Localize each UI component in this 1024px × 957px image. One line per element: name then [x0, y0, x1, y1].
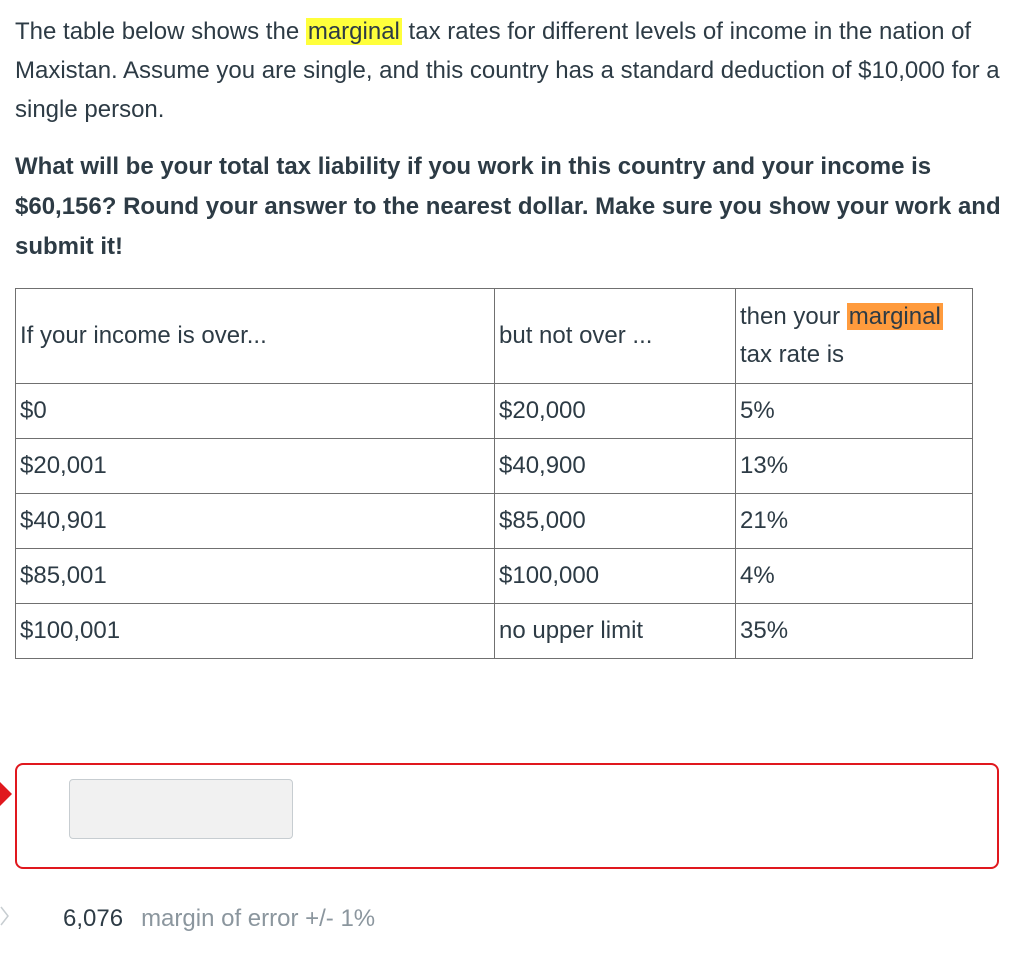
incorrect-answer-arrow-icon	[0, 782, 12, 806]
cell-rate: 13%	[736, 439, 973, 494]
intro-text-before: The table below shows the	[15, 18, 306, 45]
cell-not-over: $100,000	[495, 549, 736, 604]
table-row	[16, 549, 973, 604]
header-not-over: but not over ...	[495, 289, 736, 384]
highlight-marginal: marginal	[307, 18, 400, 45]
cell-income-over: $20,001	[16, 439, 495, 494]
question-prompt: What will be your total tax liability if you work in this country and your income is $60,156? Round your answer to the nearest dollar. Make sure you show your work and submit it!	[15, 153, 1001, 260]
cell-not-over: $20,000	[495, 384, 736, 439]
table-row	[16, 604, 973, 659]
question-intro	[15, 12, 1005, 129]
intro-text-after: tax rates for different levels of income in the nation of Maxistan. Assume you are single, and this country has a standard deduction of $10,000 for a single person.	[15, 18, 1000, 123]
correct-answer-value: 6,076	[63, 905, 124, 932]
table-row	[16, 494, 973, 549]
tax-rate-table	[15, 288, 973, 659]
table-header-row	[16, 289, 973, 384]
answer-container	[15, 763, 999, 869]
cell-income-over: $100,001	[16, 604, 495, 659]
margin-of-error-label: margin of error +/- 1%	[141, 905, 376, 932]
cell-rate: 21%	[736, 494, 973, 549]
header-rate-before: then your	[740, 303, 847, 330]
question-text	[15, 12, 1005, 267]
cell-rate: 4%	[736, 549, 973, 604]
table-row	[16, 439, 973, 494]
cell-rate: 35%	[736, 604, 973, 659]
header-income-over: If your income is over...	[16, 289, 495, 384]
answer-input[interactable]	[69, 779, 293, 839]
cell-income-over: $0	[16, 384, 495, 439]
correct-answer-row	[63, 902, 375, 936]
header-marginal-rate	[736, 289, 973, 384]
correct-answer-arrow-icon	[0, 906, 10, 926]
cell-not-over: no upper limit	[495, 604, 736, 659]
header-rate-after: tax rate is	[740, 341, 845, 368]
cell-income-over: $40,901	[16, 494, 495, 549]
cell-not-over: $85,000	[495, 494, 736, 549]
cell-income-over: $85,001	[16, 549, 495, 604]
cell-not-over: $40,900	[495, 439, 736, 494]
table-row	[16, 384, 973, 439]
highlight-marginal-header: marginal	[848, 303, 941, 330]
cell-rate: 5%	[736, 384, 973, 439]
